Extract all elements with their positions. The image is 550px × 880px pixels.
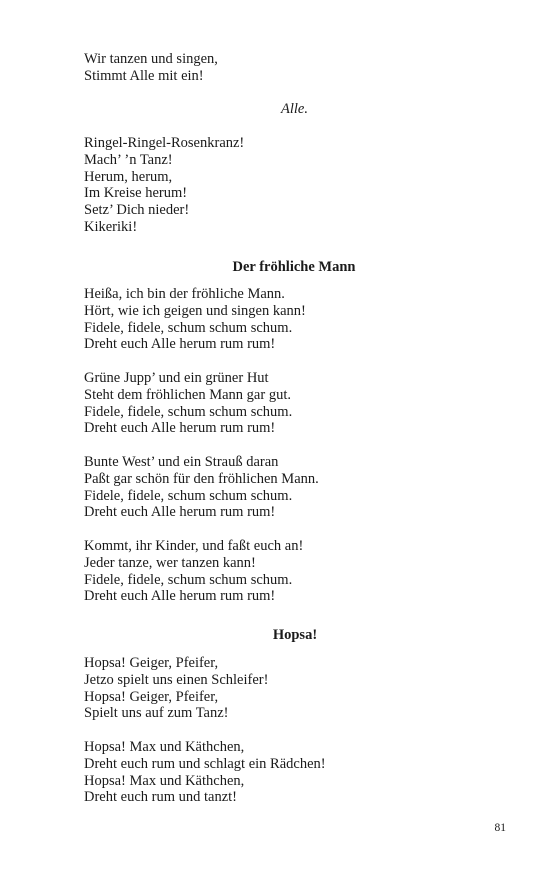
verse-line: Kikeriki! bbox=[84, 218, 138, 235]
verse-line: Setz’ Dich nieder! bbox=[84, 202, 190, 219]
verse-line: Dreht euch Alle herum rum rum! bbox=[84, 336, 276, 353]
verse-line: Bunte West’ und ein Strauß daran bbox=[84, 454, 279, 470]
verse-line: Dreht euch Alle herum rum rum! bbox=[84, 588, 276, 605]
verse-line: Heißa, ich bin der fröhliche Mann. bbox=[84, 286, 285, 302]
verse-line: Ringel-Ringel-Rosenkranz! bbox=[84, 135, 245, 151]
verse-line: Dreht euch rum und tanzt! bbox=[84, 789, 238, 806]
verse-line: Wir tanzen und singen, bbox=[84, 51, 218, 67]
verse-line: Hopsa! Geiger, Pfeifer, bbox=[84, 655, 219, 671]
verse-line: Jeder tanze, wer tanzen kann! bbox=[84, 554, 256, 571]
verse-line: Fidele, fidele, schum schum schum. bbox=[84, 571, 293, 588]
speaker-label: Alle. bbox=[281, 101, 308, 117]
verse-line: Fidele, fidele, schum schum schum. bbox=[84, 487, 293, 504]
verse-line: Dreht euch Alle herum rum rum! bbox=[84, 504, 276, 521]
stanza bbox=[84, 454, 319, 521]
verse-line: Fidele, fidele, schum schum schum. bbox=[84, 403, 293, 420]
stanza bbox=[84, 538, 303, 605]
verse-line: Im Kreise herum! bbox=[84, 185, 188, 202]
song-title: Der fröhliche Mann bbox=[232, 259, 356, 275]
verse-line: Hört, wie ich geigen und singen kann! bbox=[84, 302, 306, 319]
verse-line: Stimmt Alle mit ein! bbox=[84, 67, 204, 84]
verse-line: Dreht euch rum und schlagt ein Rädchen! bbox=[84, 755, 326, 772]
chorus-stanza bbox=[84, 135, 244, 236]
verse-line: Mach’ ’n Tanz! bbox=[84, 151, 173, 168]
verse-line: Fidele, fidele, schum schum schum. bbox=[84, 319, 293, 336]
verse-line: Steht dem fröhlichen Mann gar gut. bbox=[84, 386, 291, 403]
verse-line: Hopsa! Max und Käthchen, bbox=[84, 772, 245, 789]
stanza bbox=[84, 286, 306, 353]
verse-line: Grüne Jupp’ und ein grüner Hut bbox=[84, 370, 269, 386]
verse-line: Jetzo spielt uns einen Schleifer! bbox=[84, 671, 269, 688]
verse-line: Hopsa! Geiger, Pfeifer, bbox=[84, 688, 219, 705]
verse-line: Hopsa! Max und Käthchen, bbox=[84, 739, 245, 755]
verse-line: Kommt, ihr Kinder, und faßt euch an! bbox=[84, 538, 304, 554]
intro-stanza bbox=[84, 51, 218, 85]
verse-line: Dreht euch Alle herum rum rum! bbox=[84, 420, 276, 437]
verse-line: Herum, herum, bbox=[84, 168, 173, 185]
stanza bbox=[84, 739, 326, 806]
stanza bbox=[84, 370, 292, 437]
verse-line: Spielt uns auf zum Tanz! bbox=[84, 705, 229, 722]
verse-line: Paßt gar schön für den fröhlichen Mann. bbox=[84, 470, 319, 487]
page-number: 81 bbox=[494, 822, 506, 834]
song-title: Hopsa! bbox=[272, 627, 318, 643]
stanza bbox=[84, 655, 268, 722]
